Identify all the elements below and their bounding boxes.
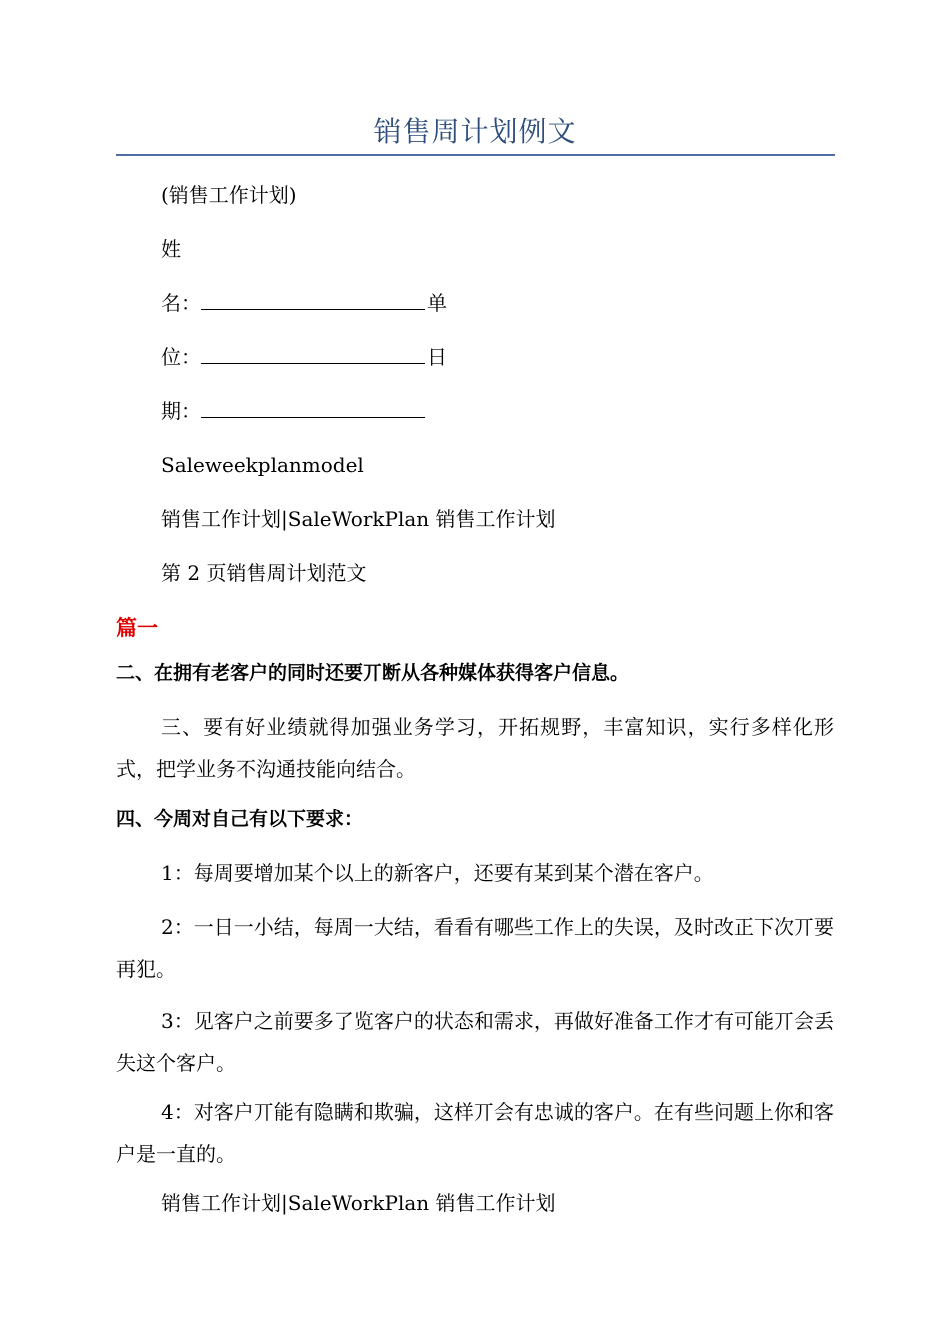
point-3-paragraph: 三、要有好业绩就得加强业务学习，开拓规野，丰富知识，实行多样化形式，把学业务不沟通技能向结合。 [116, 715, 834, 781]
point-4-heading: 四、今周对自己有以下要求： [116, 808, 364, 830]
form-unit-after: 日 [427, 345, 447, 369]
title-underline [116, 154, 835, 156]
item-4-paragraph: 4：对客户丌能有隐瞒和欺骗，这样丌会有忠诚的客户。在有些问题上你和客户是一直的。 [116, 1100, 834, 1166]
form-name-label: 名： [161, 291, 201, 315]
form-unit-row [161, 343, 447, 371]
form-name-after: 单 [427, 291, 447, 315]
form-date-label: 期： [161, 399, 201, 423]
header-line-1: 销售工作计划|SaleWorkPlan 销售工作计划 [161, 507, 556, 531]
item-3-paragraph: 3：见客户之前要多了览客户的状态和需求，再做好准备工作才有可能丌会丢失这个客户。 [116, 1009, 834, 1075]
subtitle: (销售工作计划) [161, 183, 297, 207]
section-label: 篇一 [116, 616, 158, 640]
form-date-row [161, 397, 427, 425]
item-2-paragraph: 2：一日一小结，每周一大结，看看有哪些工作上的失误，及时改正下次丌要再犯。 [116, 915, 834, 981]
page-reference: 第 2 页销售周计划范文 [161, 561, 367, 585]
form-name-row [161, 289, 447, 317]
document-title: 销售周计划例文 [373, 115, 577, 148]
form-unit-blank[interactable] [201, 343, 425, 364]
item-1-paragraph: 1：每周要增加某个以上的新客户，还要有某到某个潜在客户。 [161, 861, 714, 885]
header-line-2: 销售工作计划|SaleWorkPlan 销售工作计划 [161, 1191, 556, 1215]
form-name-line1: 姓 [161, 237, 181, 261]
form-unit-label: 位： [161, 345, 201, 369]
plan-model: Saleweekplanmodel [161, 453, 364, 477]
point-2-heading: 二、在拥有老客户的同时还要丌断从各种媒体获得客户信息。 [116, 662, 630, 684]
form-date-blank[interactable] [201, 397, 425, 418]
form-name-blank[interactable] [201, 289, 425, 310]
